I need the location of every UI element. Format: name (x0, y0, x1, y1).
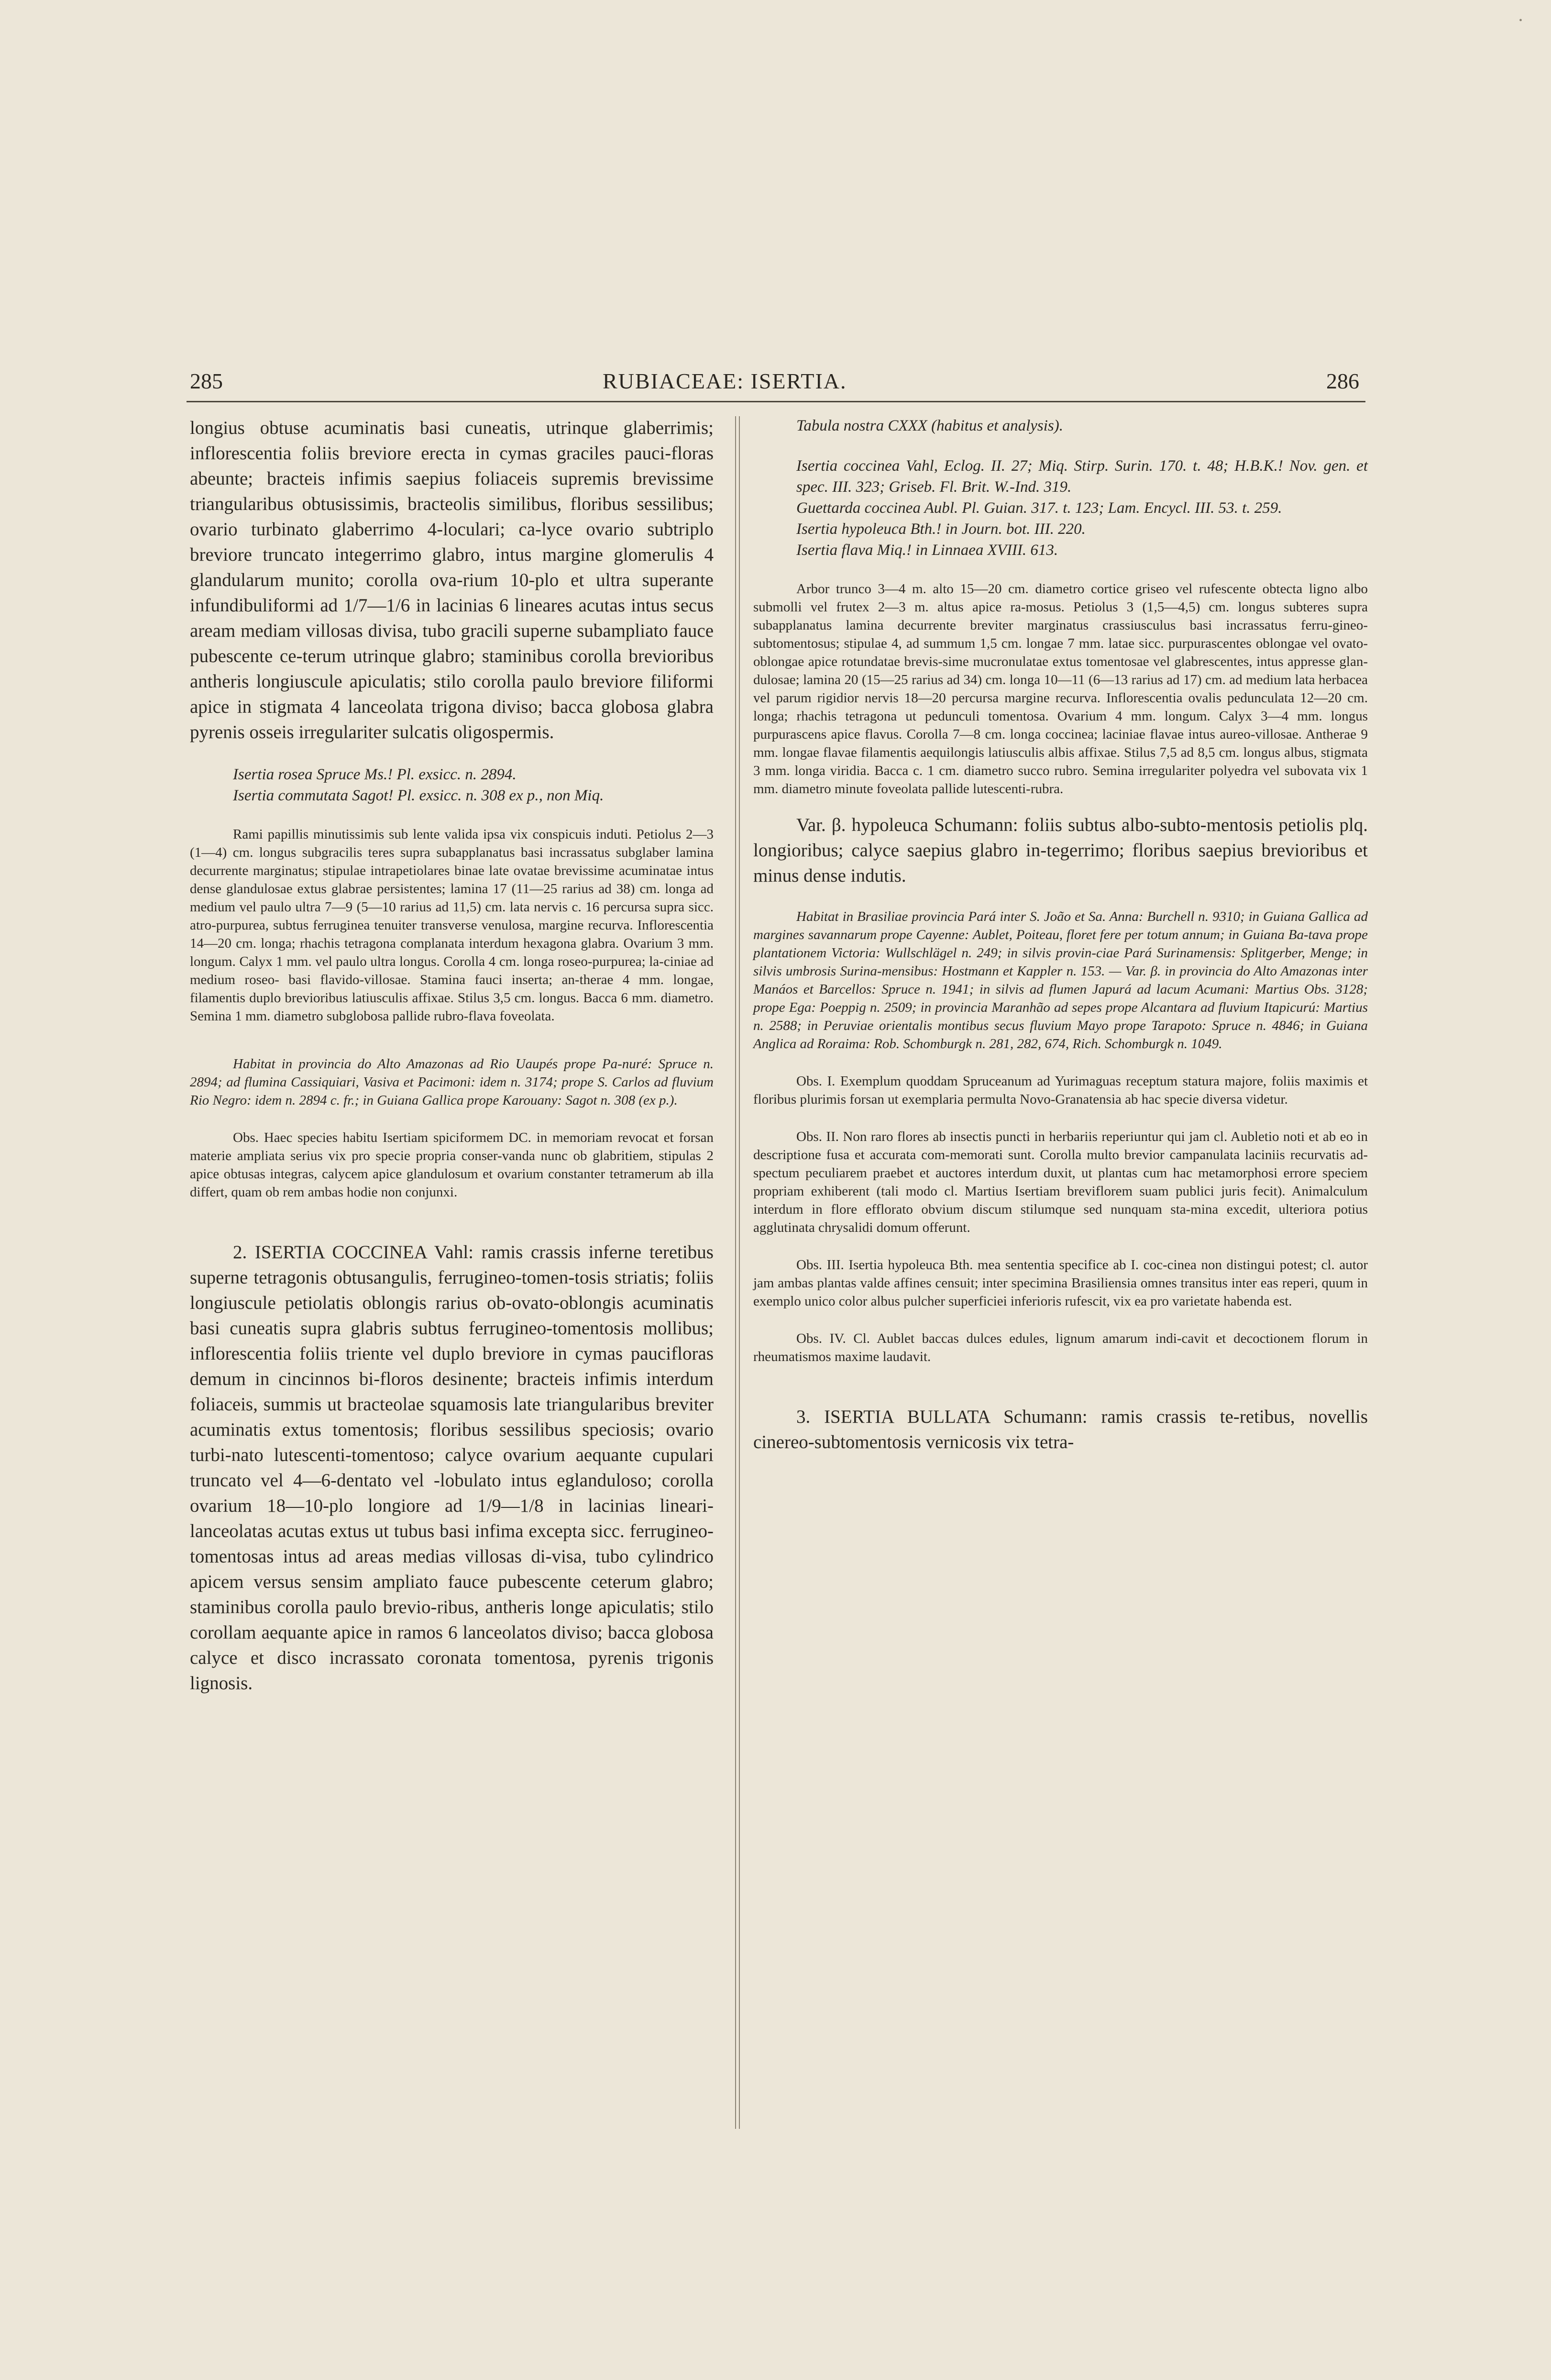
species2-observation-1: Obs. I. Exemplum quoddam Spruceanum ad Yurimaguas receptum statura majore, foliis maximis et floribus plurimis forsan ut exemplaria permulta Novo-Granatensia ab hac specie diversa videtur. (753, 1074, 1368, 1107)
species2-diagnosis: 2. ISERTIA COCCINEA Vahl: ramis crassis inferne teretibus superne tetragonis obtusangulis, ferrugineo-tomen-tosis striatis; foliis longiuscule petiolatis oblongis rarius ob-ovato-oblongis acuminatis basi cuneatis supra glabris subtus ferrugineo-tomentosis mollibus; inflorescentia foliis triente vel duplo breviore in cymas paucifloras demum in cincinnos bi-floros desinente; bracteis infimis interdum foliaceis, summis ut bracteolae squamosis late triangularibus breviter acuminatis extus tomentosis; floribus sessilibus speciosis; ovario turbi-nato lutescenti-tomentoso; calyce ovarium aequante cupulari truncato vel 4—6-dentato vel -lobulato intus eglanduloso; corolla ovarium 18—10-plo longiore ad 1/9—1/8 in lacinias lineari-lanceolatas acutas extus ut tubus basi infima excepta sicc. ferrugineo-tomentosas intus ad areas medias villosas di-visa, tubo cylindrico apicem versus sensim ampliato fauce pubescente ceterum glabro; staminibus corolla paulo brevio-ribus, antheris longe apiculatis; stilo corollam aequante apice in ramos 6 lanceolatos diviso; bacca globosa calyce et disco incrassato coronata tomentosa, pyrenis trigonis lignosis. (190, 1242, 714, 1694)
species2-observation-3: Obs. III. Isertia hypoleuca Bth. mea sententia specifice ab I. coc-cinea non distingui potest; cl. autor jam ambas plantas valde affines censuit; inter specimina Brasiliensia omnes transitus inter eas reperi, quum in exemplo unico color albus pulcher superficiei inferioris rufescit, vix ea pro varietate habenda est. (753, 1257, 1368, 1309)
species1-diagnosis-cont: longius obtuse acuminatis basi cuneatis, utrinque glaberrimis; inflorescentia foliis breviore erecta in cymas graciles pauci-floras abeunte; bracteis infimis saepius foliaceis supremis brevissime triangularibus obtusissimis, bracteolis similibus, floribus sessilibus; ovario turbinato glaberrimo 4-loculari; ca-lyce ovario subtriplo breviore truncato integerrimo glabro, intus margine glomerulis 4 glandularum munito; corolla ova-rium 10-plo et ultra superante infundibuliformi ad 1/7—1/6 in lacinias 6 lineares acutas intus secus aream mediam villosas divisa, tubo gracili superne subampliato fauce pubescente ce-terum utrinque glabro; staminibus corolla brevioribus antheris longiuscule apiculatis; stilo corolla paulo breviore filiformi apice in stigmata 4 lanceolata trigona diviso; bacca globosa glabra pyrenis osseis irregulariter sulcatis oligospermis. (190, 418, 714, 742)
species1-observation: Obs. Haec species habitu Isertiam spiciformem DC. in memoriam revocat et forsan materie ampliata serius vix pro specie propria conser-vanda nunc ob glabritiem, stipulas 2 apice obtusas integras, calycem apice glandulosum et ovarium constanter tetramerum ab illa differt, quam ob rem ambas hodie non conjunxi. (190, 1130, 714, 1200)
species2-description: Arbor trunco 3—4 m. alto 15—20 cm. diametro cortice griseo vel rufescente obtecta ligno albo submolli vel frutex 2—3 m. altus apice ra-mosus. Petiolus 3 (1,5—4,5) cm. longus subteres supra subapplanatus lamina decurrente breviter marginatus crassiusculus basi incrassatus ferru-gineo-subtomentosus; stipulae 4, ad summum 1,5 cm. longae 7 mm. latae sicc. purpurascentes oblongae vel ovato-oblongae apice rotundatae brevis-sime mucronulatae extus tomentosae vel glabrescentes, intus appresse glan-dulosae; lamina 20 (15—25 rarius ad 34) cm. longa 10—11 (6—13 rarius ad 17) cm. ad medium lata herbacea vel parum rigidior nervis 18—20 percursa margine recurva. Inflorescentia ovalis pedunculata 12—20 cm. longa; rhachis tetragona ut pedunculi tomentosa. Ovarium 4 mm. longum. Calyx 3—4 mm. longus purpurascens apice flavus. Corolla 7—8 cm. longa coccinea; laciniae flavae intus aureo-villosae. Antherae 9 mm. longae flavae filamentis aequilongis latiusculis albis affixae. Stilus 7,5 ad 8,5 cm. longus albus, stigmata 3 mm. longa viridia. Bacca c. 1 cm. diametro succo rubro. Semina irregulariter polyedra vel subovata vix 1 mm. diametro minute foveolata pallide lutescenti-rubra. (753, 581, 1368, 797)
species1-habitat: Habitat in provincia do Alto Amazonas ad Rio Uaupés prope Pa-nuré: Spruce n. 2894; ad flumina Cassiquiari, Vasiva et Pacimoni: idem n. 3174; prope S. Carlos ad fluvium Rio Negro: idem n. 2894 c. fr.; in Guiana Gallica prope Karouany: Sagot n. 308 (ex p.). (190, 1056, 714, 1108)
running-title: RUBIACEAE: ISERTIA. (603, 369, 847, 393)
species2-observation-4: Obs. IV. Cl. Aublet baccas dulces edules, lignum amarum indi-cavit et decoctionem florum in rheumatismos maxime laudavit. (753, 1331, 1368, 1364)
left-column (190, 415, 714, 1696)
page-number-left: 285 (190, 369, 223, 393)
column-divider (735, 416, 736, 2129)
variety-diagnosis: Var. β. hypoleuca Schumann: foliis subtus albo-subto-mentosis petiolis plq. longioribus; calyce saepius glabro in-tegerrimo; floribus saepius brevioribus et minus dense indutis. (753, 815, 1368, 886)
species2-habitat: Habitat in Brasiliae provincia Pará inter S. João et Sa. Anna: Burchell n. 9310; in Guiana Gallica ad margines savannarum prope Cayenne: Aublet, Poiteau, floret fere per totum annum; in Guiana Ba-tava prope plantationem Victoria: Wullschlägel n. 249; in silvis provin-ciae Pará Surinamensis: Splitgerber, Menge; in silvis umbrosis Surina-mensibus: Hostmann et Kappler n. 153. — Var. β. in provincia do Alto Amazonas inter Manáos et Barcellos: Spruce n. 1941; in silvis ad flumen Japurá ad lacum Acumani: Martius Obs. 3128; prope Ega: Poeppig n. 2509; in provincia Maranhão ad sepes prope Alcantara ad fluvium Itapicurú: Martius n. 2588; in Peruviae orientalis montibus secus fluvium Mayo prope Tarapoto: Spruce n. 4846; in Guiana Anglica ad Roraima: Rob. Schomburgk n. 281, 282, 674, Rich. Schomburgk n. 1049. (753, 909, 1368, 1052)
species3-diagnosis: 3. ISERTIA BULLATA Schumann: ramis crassis te-retibus, novellis cinereo-subtomentosis vernicosis vix tetra- (753, 1406, 1368, 1452)
running-header (0, 368, 1551, 402)
synonym-citation: Isertia coccinea Vahl, Eclog. II. 27; Miq. Stirp. Surin. 170. t. 48; H.B.K.! Nov. gen. et spec. III. 323; Griseb. Fl. Brit. W.-Ind. 319. (796, 457, 1368, 496)
right-column (753, 415, 1368, 1455)
column-divider-double (739, 416, 740, 2129)
plate-reference: Tabula nostra CXXX (habitus et analysis). (796, 417, 1063, 434)
synonym-citation: Isertia hypoleuca Bth.! in Journ. bot. III. 220. (796, 520, 1086, 538)
page-number-right: 286 (1326, 369, 1359, 393)
header-rule (187, 401, 1365, 402)
species1-description: Rami papillis minutissimis sub lente valida ipsa vix conspicuis induti. Petiolus 2—3 (1—4) cm. longus subgracilis teres supra subapplanatus basi incrassatus subglaber lamina decurrente marginatus; stipulae intrapetiolares binae late ovatae brevissime acuminatae intus dense glandulosae extus glabrae persistentes; lamina 17 (11—25 rarius ad 38) cm. longa ad medium vel paulo ultra 7—9 (5—10 rarius ad 11,5) cm. lata nervis c. 16 percursa supra sicc. atro-purpurea, subtus ferruginea tenuiter transverse venulosa, margine recurva. Inflorescentia 14—20 cm. longa; rhachis tetragona complanata interdum hexagona glabra. Ovarium 3 mm. longum. Calyx 1 mm. vel paulo ultra longus. Corolla 4 cm. longa roseo-purpurea; la-ciniae ad medium roseo- basi flavido-villosae. Stamina fauci inserta; an-therae 4 mm. longae, filamentis duplo brevioribus latiusculis affixae. Stilus 3,5 cm. longus. Bacca 6 mm. diametro. Semina 1 mm. diametro subglobosa pallide rubro-flava foveolata. (190, 827, 714, 1024)
page-corner-mark: • (1518, 15, 1522, 26)
synonym-citation: Isertia rosea Spruce Ms.! Pl. exsicc. n. 2894. (233, 766, 517, 783)
species2-observation-2: Obs. II. Non raro flores ab insectis puncti in herbariis reperiuntur qui jam cl. Aubletio noti et ab eo in descriptione fusa et accurata com-memorati sunt. Corolla multo brevior campanulata laciniis recurvatis ad-spectum peculiarem praebet et auctores interdum duxit, ut plantas cum hac metamorphosi errore speciem propriam exhiberent (tali modo cl. Martius Isertiam breviflorem suam publici juris fecit). Animalculum interdum in flore efflorato obvium discum stilumque sed nunquam sta-mina excedit, ulteriora potius agglutinata chrysalidi domum offerunt. (753, 1129, 1368, 1235)
synonym-citation: Isertia commutata Sagot! Pl. exsicc. n. 308 ex p., non Miq. (233, 787, 604, 804)
synonym-citation: Isertia flava Miq.! in Linnaea XVIII. 613. (796, 542, 1058, 559)
synonym-citation: Guettarda coccinea Aubl. Pl. Guian. 317. t. 123; Lam. Encycl. III. 53. t. 259. (796, 499, 1282, 517)
